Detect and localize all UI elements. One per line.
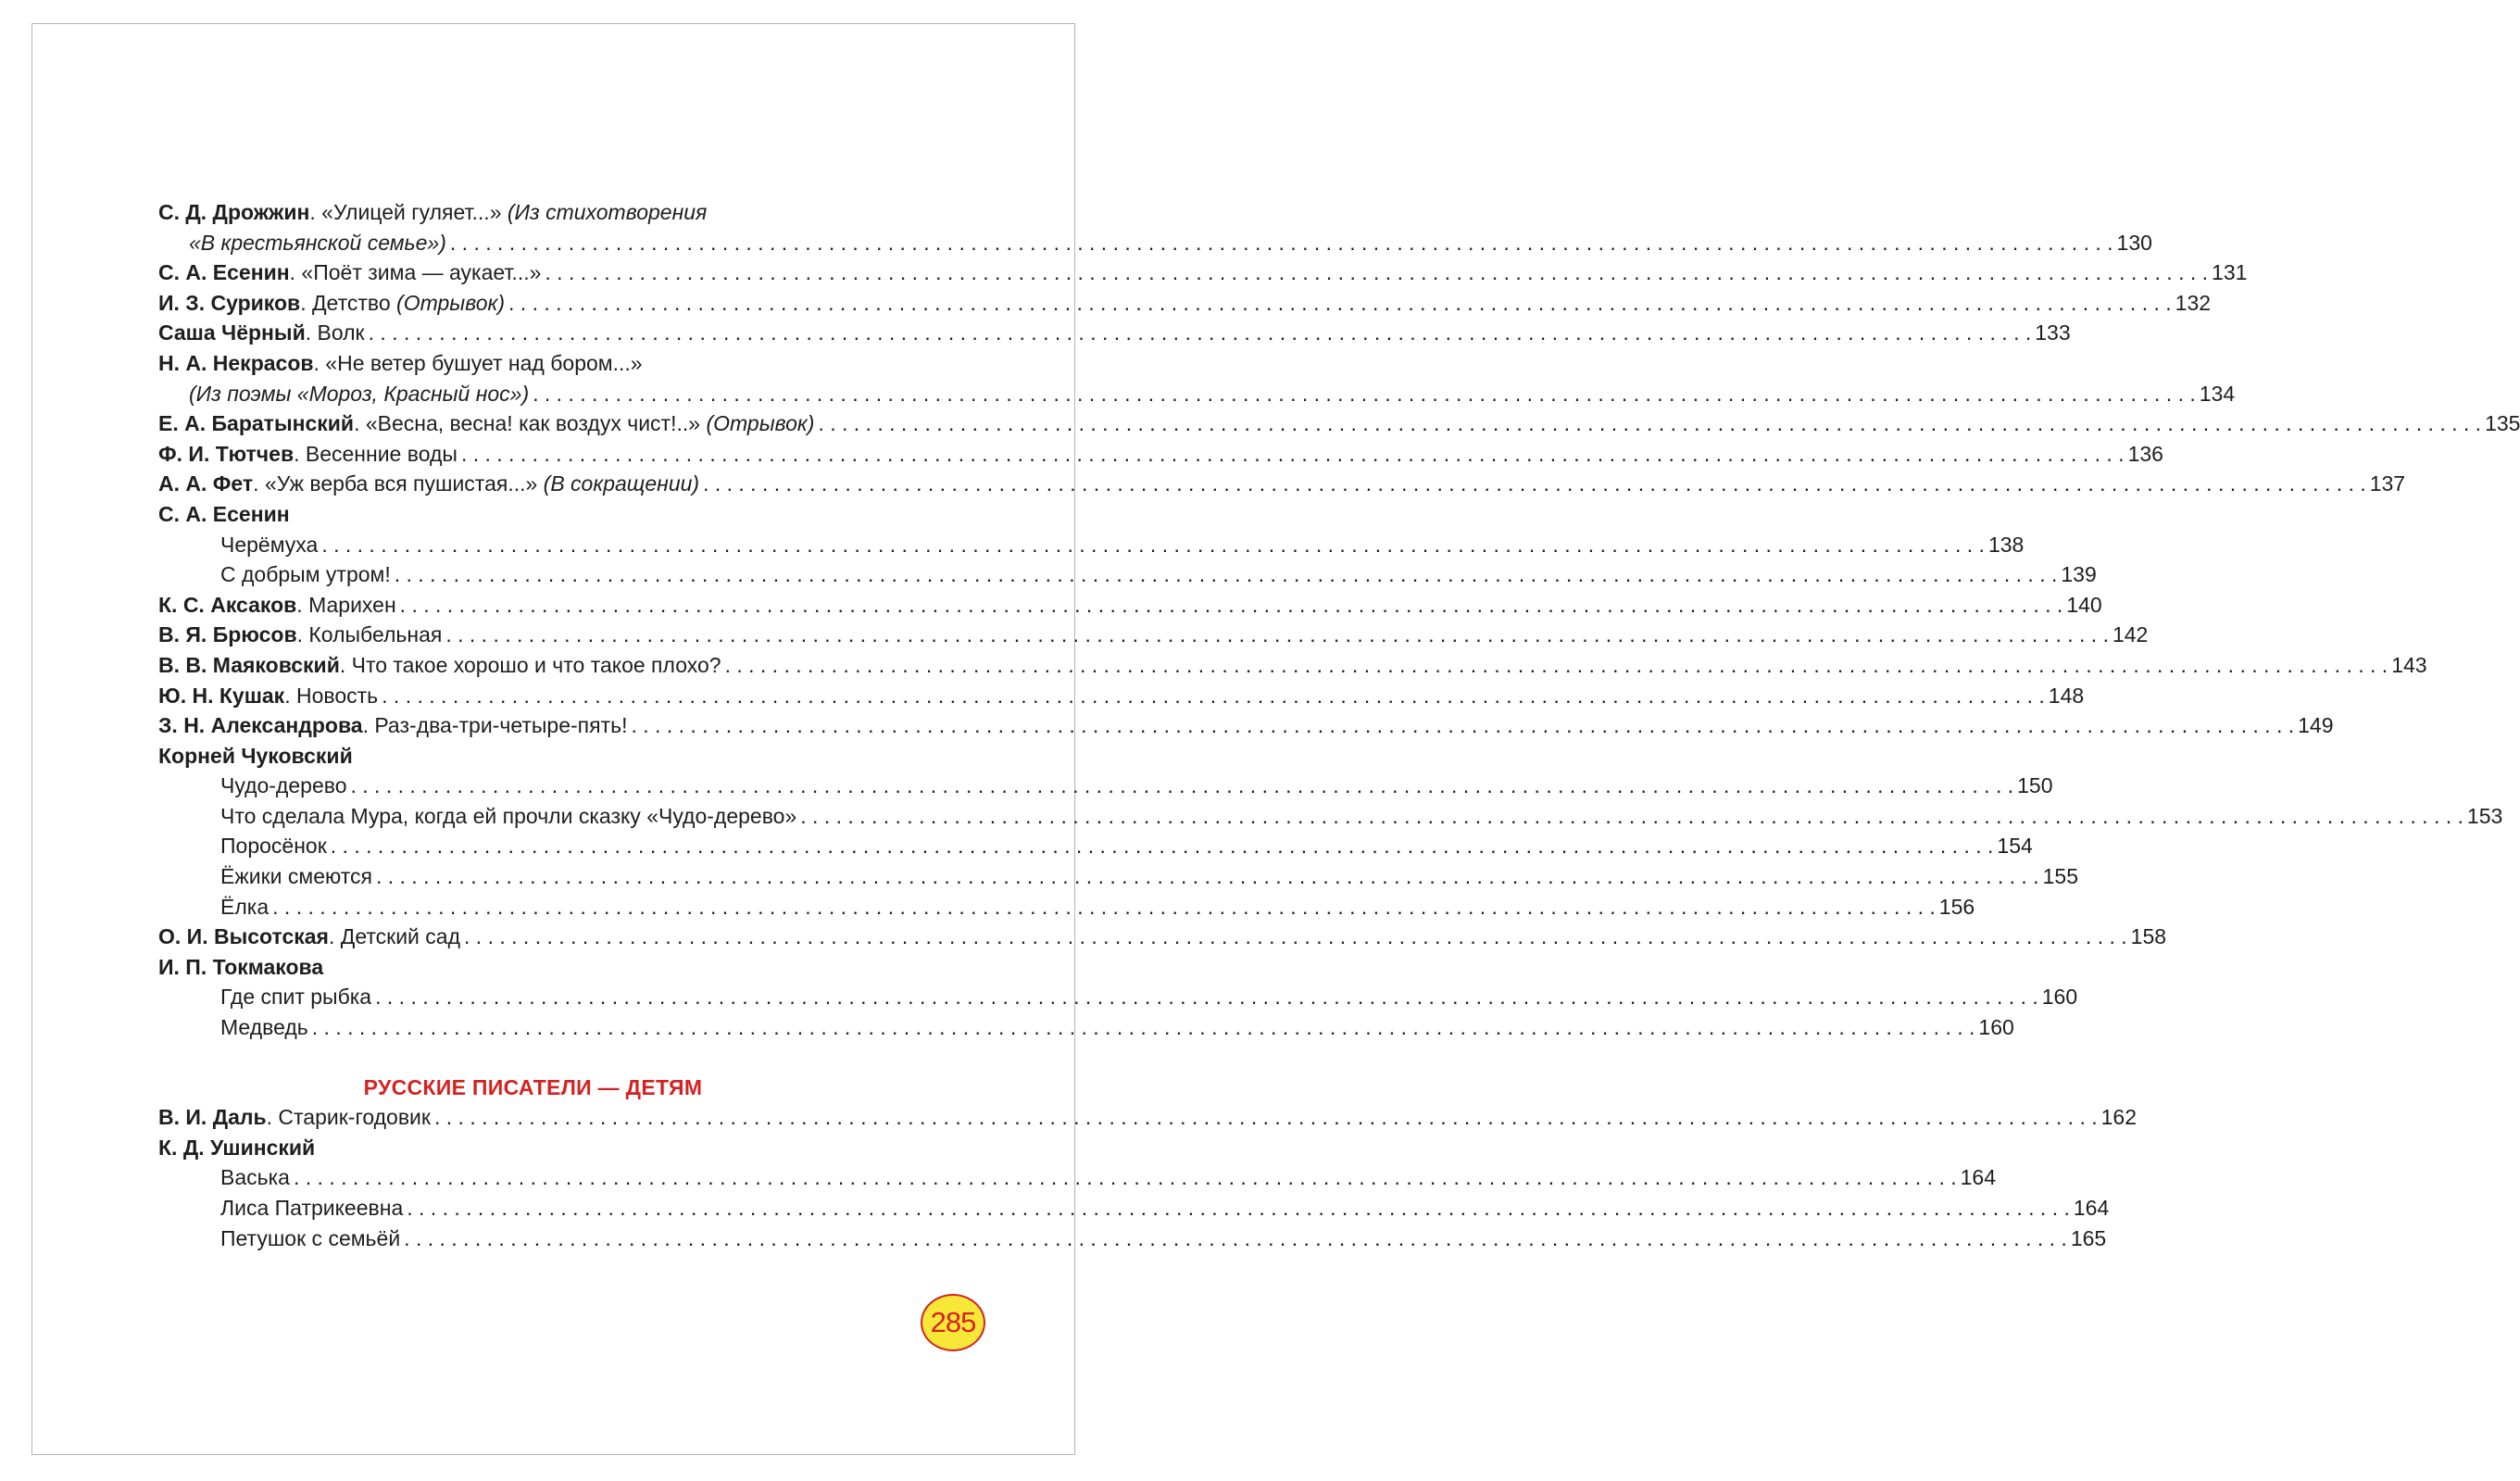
toc-page-number: 160 [2041,985,2078,1010]
toc-page-number: 155 [2042,864,2078,889]
toc-page-number: 160 [1978,1015,2014,1040]
toc-entry [158,861,2078,892]
toc-author-heading [158,499,908,530]
toc-page-number: 156 [1938,894,1975,919]
toc-page-number: 135 [2485,411,2520,436]
toc-author: З. Н. Александрова [158,713,363,738]
toc-title: . Марихен [296,592,396,617]
toc-author: Н. А. Некрасов [158,350,314,375]
toc-title: Петушок с семьёй [220,1225,401,1250]
dot-leader [312,1012,1975,1043]
toc-author: С. Д. Дрожжин [158,200,310,224]
toc-page-number: 131 [2212,260,2248,285]
toc-author: С. А. Есенин [158,260,290,285]
toc-author: Саша Чёрный [158,320,306,345]
toc-page-number: 162 [2100,1105,2137,1130]
toc-entry [158,681,2085,711]
dot-leader [350,771,2013,801]
toc-author: И. З. Суриков [158,290,301,315]
toc-entry [158,408,2520,439]
dot-leader [376,861,2039,892]
toc-title: . Новость [284,683,379,708]
dot-leader [508,288,2172,319]
dot-leader [703,469,2366,499]
toc-author: Ю. Н. Кушак [158,683,285,708]
toc-title: . «Не ветер бушует над бором...» [313,350,643,375]
dot-leader [407,1193,2070,1224]
toc-title: Лиса Патрикеевна [220,1196,404,1220]
toc-entry [158,469,2406,499]
dot-leader [631,710,2294,741]
toc-page-number: 164 [1960,1165,1996,1190]
toc-title: . Детский сад [328,924,461,949]
toc-page-number: 154 [1997,834,2033,859]
dot-leader [461,439,2125,470]
toc-entry [158,559,2097,590]
toc-entry [158,379,2236,409]
toc-entry [158,228,2152,258]
toc-title: . «Весна, весна! как воздух чист!..» [354,411,707,436]
toc-note: (Отрывок) [396,290,506,315]
toc-entry [158,530,2025,560]
toc-page-number: 133 [2035,320,2071,345]
toc-entry [158,982,2078,1012]
toc-page-number: 137 [2369,471,2406,496]
toc-entry [158,257,2248,288]
toc-title: . Раз-два-три-четыре-пять! [362,713,628,738]
toc-author: Е. А. Баратынский [158,411,355,436]
toc-title: . «Улицей гуляет...» [309,200,508,224]
toc-entry [158,590,2102,621]
toc-entry [158,831,2033,861]
toc-page-number: 142 [2112,622,2149,647]
dot-leader [818,408,2481,439]
toc-page-number: 132 [2175,290,2212,315]
toc-title: . Волк [305,320,365,345]
toc-note: (Отрывок) [706,411,815,436]
toc-page-number: 153 [2466,803,2503,828]
toc-page-number: 140 [2066,592,2102,617]
toc-author: В. И. Даль [158,1105,267,1130]
toc-entry [158,1102,2137,1133]
toc-author: О. И. Высотская [158,924,329,949]
table-of-contents [158,197,2520,1253]
toc-entry [158,620,2149,650]
toc-title: . «Уж верба вся пушистая...» [253,471,544,496]
toc-note: (В сокращении) [543,471,700,496]
dot-leader [294,1162,1957,1193]
toc-entry [158,1224,2107,1254]
toc-page-number: 148 [2048,683,2085,708]
toc-page-number: 143 [2391,652,2427,677]
toc-title: Поросёнок [220,834,327,859]
toc-page-number: 130 [2116,230,2152,255]
dot-leader [800,801,2464,832]
toc-title: . Что такое хорошо и что такое плохо? [339,652,721,677]
dot-leader [331,831,1994,861]
toc-author: К. Д. Ушинский [158,1135,316,1160]
toc-author: Ф. И. Тютчев [158,441,295,466]
toc-entry [158,771,2053,801]
toc-note: (Из стихотворения [507,200,708,224]
toc-author: К. С. Аксаков [158,592,297,617]
dot-leader [375,982,2038,1012]
dot-leader [545,257,2208,288]
book-page [31,23,2520,1455]
toc-author: В. Я. Брюсов [158,622,297,647]
toc-entry [158,1012,2014,1043]
toc-title: . Весенние воды [294,441,458,466]
toc-page-number: 164 [2073,1196,2110,1220]
toc-entry [158,922,2167,952]
toc-author: С. А. Есенин [158,501,290,526]
dot-leader [445,620,2109,650]
toc-title: Васька [220,1165,290,1190]
toc-author: И. П. Токмакова [158,954,324,979]
toc-entry [158,801,2503,832]
dot-leader [404,1224,2067,1254]
dot-leader [395,559,2058,590]
dot-leader [533,379,2196,409]
toc-author: Корней Чуковский [158,743,353,768]
dot-leader [464,922,2127,952]
toc-page-number: 138 [1987,532,2025,557]
dot-leader [321,530,1985,560]
toc-title: . Старик-годовик [266,1105,431,1130]
toc-author-heading [158,952,908,983]
dot-leader [434,1102,2098,1133]
toc-entry [158,318,2071,348]
toc-title: Что сделала Мура, когда ей прочли сказку «Чудо-дерево» [220,803,797,828]
toc-author-heading [158,1133,908,1163]
toc-author-heading [158,741,908,772]
toc-note: (Из поэмы «Мороз, Красный нос») [189,381,530,406]
toc-title: С добрым утром! [220,562,391,587]
toc-note: «В крестьянской семье») [189,230,446,255]
toc-title: Где спит рыбка [220,985,372,1010]
toc-entry [158,348,908,379]
dot-leader [382,681,2045,711]
toc-title: Ёжики смеются [220,864,372,889]
toc-page-number: 136 [2127,441,2163,466]
toc-page-number: 139 [2061,562,2097,587]
toc-title: . «Поёт зима — аукает...» [289,260,542,285]
page-number-badge: 285 [921,1294,985,1351]
dot-leader [272,892,1936,922]
toc-title: Черёмуха [220,532,319,557]
toc-author: А. А. Фет [158,471,254,496]
dot-leader [369,318,2032,348]
toc-entry [158,892,1975,922]
toc-page-number: 158 [2130,924,2167,949]
toc-entry [158,710,2334,741]
toc-title: Чудо-дерево [220,773,347,798]
toc-author: В. В. Маяковский [158,652,340,677]
toc-page-number: 150 [2017,773,2053,798]
dot-leader [400,590,2063,621]
toc-entry [158,650,2427,681]
dot-leader [450,228,2113,258]
toc-entry [158,439,2163,470]
toc-entry [158,197,908,228]
toc-page-number: 149 [2298,713,2334,738]
toc-title: Медведь [220,1015,308,1040]
toc-page-number: 134 [2199,381,2236,406]
section-title: РУССКИЕ ПИСАТЕЛИ — ДЕТЯМ [363,1074,703,1099]
toc-entry [158,1193,2110,1224]
toc-title: Ёлка [220,894,270,919]
toc-title: . Детство [300,290,397,315]
toc-entry [158,1162,1996,1193]
toc-title: . Колыбельная [296,622,443,647]
dot-leader [725,650,2388,681]
toc-entry [158,288,2212,319]
toc-page-number: 165 [2070,1225,2107,1250]
